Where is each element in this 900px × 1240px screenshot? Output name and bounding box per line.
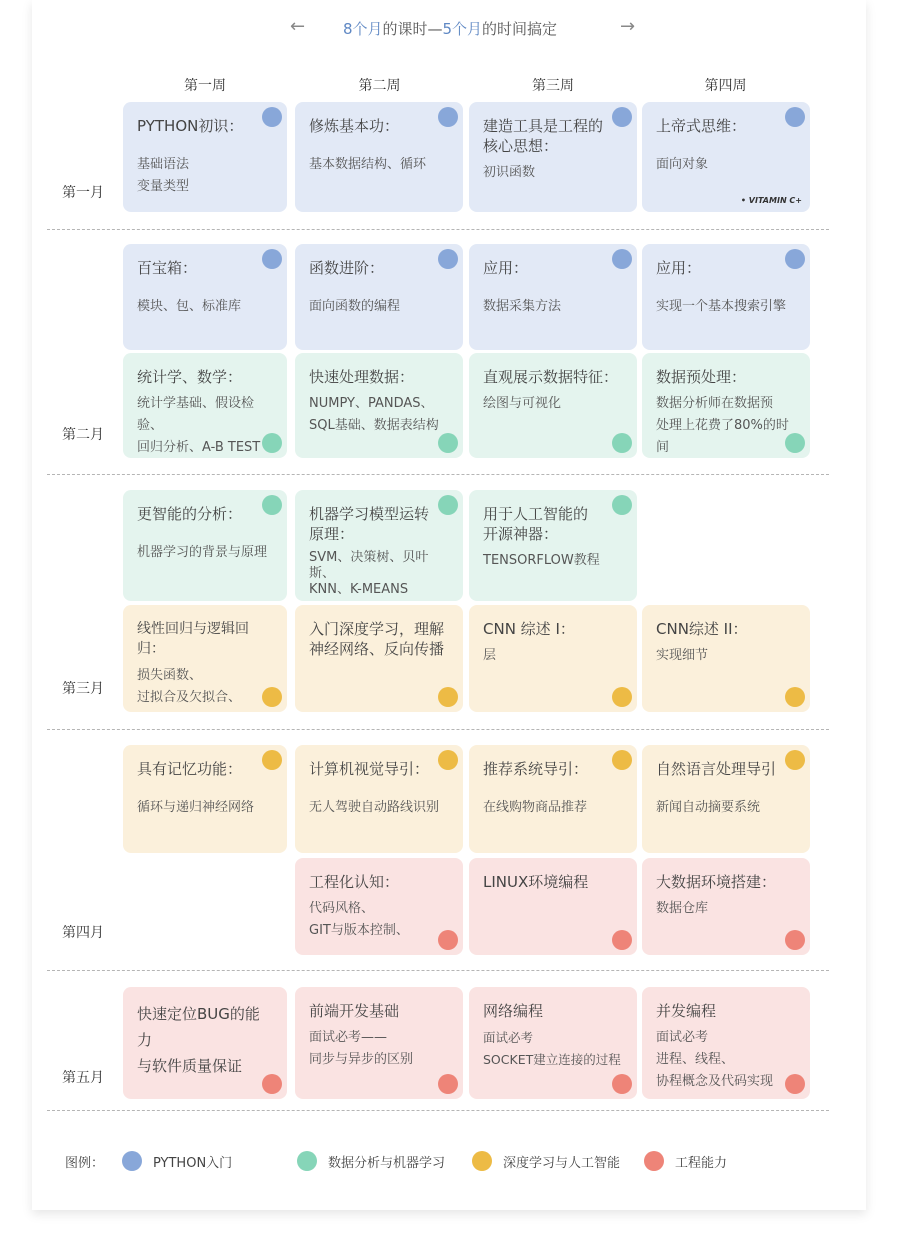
- card-subtitle: NUMPY、PANDAS、 SQL基础、数据表结构: [309, 396, 439, 433]
- legend-item-deep-learning: 深度学习与人工智能: [503, 1156, 621, 1171]
- legend-dot-green-icon: [297, 1151, 317, 1171]
- category-dot-icon: [438, 249, 458, 269]
- card-title: 更智能的分析：: [137, 505, 243, 523]
- course-card[interactable]: [295, 102, 463, 212]
- card-title: 具有记忆功能：: [137, 760, 243, 778]
- category-dot-icon: [262, 249, 282, 269]
- card-title: 直观展示数据特征：: [483, 368, 619, 386]
- card-subtitle: TENSORFLOW教程: [483, 553, 600, 568]
- card-title: 网络编程: [483, 1002, 544, 1020]
- category-dot-icon: [438, 930, 458, 950]
- category-dot-icon: [262, 495, 282, 515]
- category-dot-icon: [438, 1074, 458, 1094]
- card-title: CNN综述 II：: [656, 620, 748, 638]
- card-title: 百宝箱：: [137, 259, 198, 277]
- card-subtitle: 实现一个基本搜索引擎: [656, 299, 787, 314]
- category-dot-icon: [612, 930, 632, 950]
- course-card[interactable]: [123, 605, 287, 712]
- card-subtitle: 数据分析师在数据预 处理上花费了80%的时间: [656, 396, 789, 455]
- category-dot-icon: [785, 687, 805, 707]
- course-card[interactable]: [295, 244, 463, 350]
- watermark-logo: • VITAMIN C+: [740, 196, 802, 205]
- card-title: 大数据环境搭建：: [656, 873, 777, 891]
- card-title: 数据预处理：: [656, 368, 747, 386]
- card-title: 函数进阶：: [309, 259, 385, 277]
- card-subtitle: 绘图与可视化: [483, 396, 562, 411]
- card-subtitle: 数据仓库: [656, 901, 709, 916]
- course-card[interactable]: [469, 102, 637, 212]
- card-subtitle: 基本数据结构、循环: [309, 157, 427, 172]
- category-dot-icon: [785, 1074, 805, 1094]
- course-card[interactable]: [642, 987, 810, 1099]
- course-card[interactable]: [295, 987, 463, 1099]
- category-dot-icon: [438, 107, 458, 127]
- card-subtitle: 实现细节: [656, 648, 709, 663]
- week-1-label: 第一周: [184, 78, 226, 94]
- card-subtitle: 面试必考 SOCKET建立连接的过程: [483, 1030, 621, 1067]
- title-part-4: 的时间搞定: [482, 20, 558, 38]
- card-title: 应用：: [483, 259, 529, 277]
- category-dot-icon: [612, 1074, 632, 1094]
- course-card[interactable]: [295, 605, 463, 712]
- card-title: 上帝式思维：: [656, 117, 747, 135]
- course-card[interactable]: [469, 858, 637, 955]
- category-dot-icon: [612, 750, 632, 770]
- month-3-label: 第三月: [62, 681, 104, 697]
- course-card[interactable]: [123, 102, 287, 212]
- legend-item-engineering: 工程能力: [675, 1156, 728, 1171]
- course-card[interactable]: [642, 353, 810, 458]
- card-subtitle: 循环与递归神经网络: [137, 800, 255, 815]
- course-card[interactable]: [295, 353, 463, 458]
- legend-item-data-analysis: 数据分析与机器学习: [328, 1156, 446, 1171]
- title-part-3: 5个月: [442, 20, 483, 38]
- category-dot-icon: [785, 249, 805, 269]
- title-part-2: 的课时—: [382, 20, 443, 38]
- week-2-label: 第二周: [358, 78, 401, 94]
- category-dot-icon: [262, 687, 282, 707]
- category-dot-icon: [438, 750, 458, 770]
- course-card[interactable]: [642, 605, 810, 712]
- course-card[interactable]: [469, 490, 637, 601]
- category-dot-icon: [262, 750, 282, 770]
- card-title: 应用：: [656, 259, 702, 277]
- month-divider: [47, 229, 829, 230]
- category-dot-icon: [785, 750, 805, 770]
- category-dot-icon: [612, 433, 632, 453]
- card-subtitle: 面试必考—— 同步与异步的区别: [309, 1030, 414, 1067]
- course-card[interactable]: [469, 244, 637, 350]
- page-title: [0, 18, 900, 39]
- card-subtitle: 在线购物商品推荐: [483, 800, 588, 815]
- month-divider: [47, 1110, 829, 1111]
- course-card[interactable]: [123, 244, 287, 350]
- card-title: 入门深度学习，理解 神经网络、反向传播: [309, 620, 445, 658]
- course-card[interactable]: [469, 353, 637, 458]
- category-dot-icon: [612, 687, 632, 707]
- course-card[interactable]: [123, 353, 287, 458]
- card-title: 并发编程: [656, 1002, 717, 1020]
- course-card[interactable]: [295, 858, 463, 955]
- card-title: CNN 综述 I：: [483, 620, 575, 638]
- category-dot-icon: [438, 433, 458, 453]
- category-dot-icon: [262, 1074, 282, 1094]
- card-title: PYTHON初识：: [137, 117, 244, 135]
- prev-arrow-icon[interactable]: ←: [290, 16, 306, 37]
- card-title: 快速处理数据：: [309, 368, 415, 386]
- card-subtitle: 新闻自动摘要系统: [656, 800, 761, 815]
- category-dot-icon: [785, 107, 805, 127]
- card-title: 工程化认知：: [309, 873, 400, 891]
- card-subtitle: 面试必考 进程、线程、 协程概念及代码实现: [656, 1030, 774, 1089]
- month-4-label: 第四月: [62, 925, 104, 941]
- card-subtitle: 代码风格、 GIT与版本控制、: [309, 901, 409, 938]
- course-card[interactable]: [642, 244, 810, 350]
- month-divider: [47, 474, 829, 475]
- card-subtitle: 面向对象: [656, 157, 709, 172]
- card-subtitle: 机器学习的背景与原理: [137, 545, 268, 560]
- week-4-label: 第四周: [704, 78, 747, 94]
- card-subtitle: 统计学基础、假设检验、 回归分析、A-B TEST: [137, 396, 261, 455]
- month-divider: [47, 970, 829, 971]
- course-card[interactable]: [642, 102, 810, 212]
- legend-dot-red-icon: [644, 1151, 664, 1171]
- card-title: 计算机视觉导引：: [309, 760, 430, 778]
- legend-label: 图例：: [65, 1156, 105, 1171]
- category-dot-icon: [785, 433, 805, 453]
- week-3-label: 第三周: [532, 78, 574, 94]
- course-card[interactable]: [123, 987, 287, 1099]
- card-subtitle: 损失函数、 过拟合及欠拟合、: [137, 668, 242, 705]
- card-subtitle: 初识函数: [483, 165, 536, 180]
- category-dot-icon: [612, 107, 632, 127]
- card-subtitle: 数据采集方法: [483, 299, 562, 314]
- course-card[interactable]: [295, 745, 463, 853]
- legend-dot-yellow-icon: [472, 1151, 492, 1171]
- card-title: 自然语言处理导引: [656, 760, 777, 778]
- card-subtitle: SVM、决策树、贝叶斯、 KNN、K-MEANS: [309, 550, 429, 597]
- course-card[interactable]: [469, 605, 637, 712]
- category-dot-icon: [438, 687, 458, 707]
- card-subtitle: 基础语法 变量类型: [137, 157, 190, 194]
- course-card[interactable]: [642, 858, 810, 955]
- course-card[interactable]: [642, 745, 810, 853]
- card-title: 统计学、数学：: [137, 368, 243, 386]
- category-dot-icon: [785, 930, 805, 950]
- card-title: 用于人工智能的 开源神器：: [483, 505, 589, 543]
- category-dot-icon: [612, 249, 632, 269]
- title-part-1: 8个月: [342, 20, 383, 38]
- card-title: 线性回归与逻辑回归：: [137, 621, 249, 657]
- card-title: 机器学习模型运转 原理：: [309, 505, 430, 543]
- card-subtitle: 模块、包、标准库: [137, 299, 242, 314]
- course-card[interactable]: [295, 490, 463, 601]
- card-title: 推荐系统导引：: [483, 760, 589, 778]
- month-divider: [47, 729, 829, 730]
- legend-item-python: PYTHON入门: [153, 1156, 233, 1171]
- card-title: LINUX环境编程: [483, 873, 589, 891]
- category-dot-icon: [438, 495, 458, 515]
- category-dot-icon: [612, 495, 632, 515]
- month-5-label: 第五月: [62, 1070, 104, 1086]
- month-2-label: 第二月: [62, 427, 104, 443]
- card-title: 快速定位BUG的能力 与软件质量保证: [137, 1005, 260, 1075]
- card-subtitle: 无人驾驶自动路线识别: [309, 800, 440, 815]
- card-subtitle: 面向函数的编程: [309, 299, 401, 314]
- category-dot-icon: [262, 433, 282, 453]
- card-title: 修炼基本功：: [309, 117, 400, 135]
- course-card[interactable]: [123, 490, 287, 601]
- legend-dot-blue-icon: [122, 1151, 142, 1171]
- course-card[interactable]: [469, 987, 637, 1099]
- month-1-label: 第一月: [62, 185, 104, 201]
- course-card[interactable]: [469, 745, 637, 853]
- course-card[interactable]: [123, 745, 287, 853]
- category-dot-icon: [262, 107, 282, 127]
- next-arrow-icon[interactable]: →: [620, 16, 636, 37]
- card-title: 建造工具是工程的 核心思想：: [483, 117, 604, 155]
- card-title: 前端开发基础: [309, 1002, 400, 1020]
- card-subtitle: 层: [483, 648, 497, 663]
